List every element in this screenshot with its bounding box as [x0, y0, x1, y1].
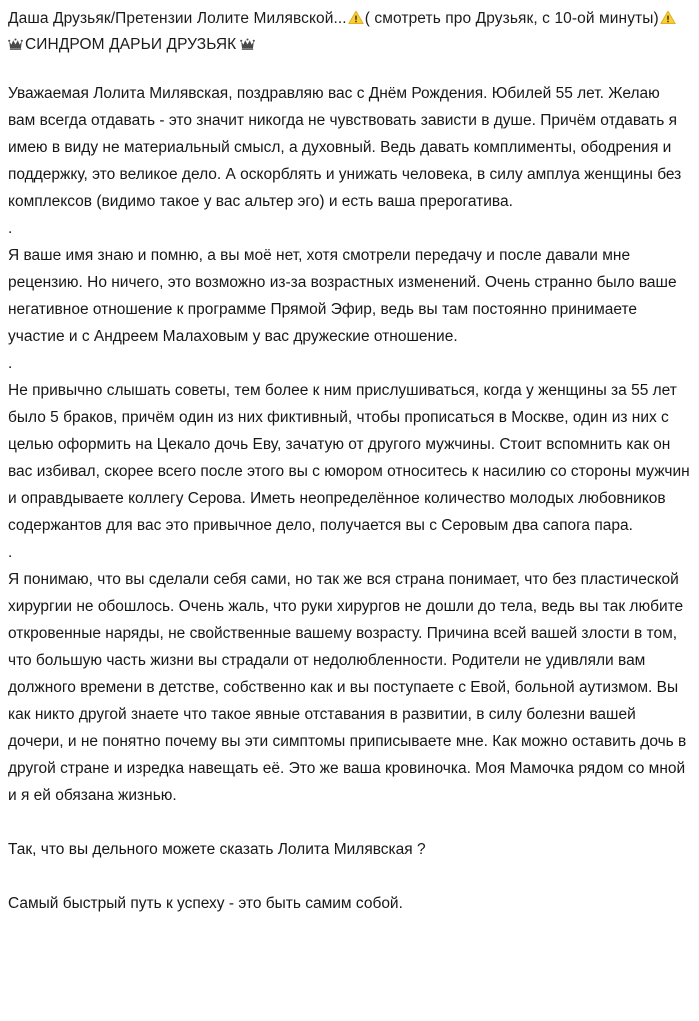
- post-paragraph: Уважаемая Лолита Милявская, поздравляю вас с Днём Рождения. Юбилей 55 лет. Желаю вам всегда отдавать - это значит никогда не чувствовать зависти в душе. Причём отдавать я имею в виду не материальный смысл, а духовный. Ведь давать комплименты, ободрения и поддержку, это великое дело. А оскорблять и унижать человека, в силу амплуа женщины без комплексов (видимо такое у вас альтер эго) и есть ваша прерогатива.: [8, 85, 682, 210]
- paragraph-separator-dot: .: [8, 355, 13, 372]
- post-paragraph: Я ваше имя знаю и помню, а вы моё нет, хотя смотрели передачу и после давали мне рецензию. Но ничего, это возможно из-за возрастных изменений. Очень странно было ваше негативное отношение к программе Прямой Эфир, ведь вы там постоянно принимаете участие и с Андреем Малаховым у вас дружеские отношение.: [8, 247, 677, 345]
- post-header-note: ( смотреть про Друзьяк, с 10-ой минуты): [364, 10, 659, 27]
- post-header: [0, 0, 699, 58]
- post-paragraph: Я понимаю, что вы сделали себя сами, но так же вся страна понимает, что без пластической хирургии не обошлось. Очень жаль, что руки хирургов не дошли до тела, ведь вы так любите откровенные наряды, не свойственные вашему возрасту. Причина всей вашей злости в том, что большую часть жизни вы страдали от недолюбленности. Родители не удивляли вам должного времени в детстве, собственно как и вы поступаете с Евой, больной аутизмом. Вы как никто другой знаете что такое явные отставания в развитии, в силу болезни вашей дочери, и не понятно почему вы эти симптомы приписываете мне. Как можно оставить дочь в другой стране и изредка навещать её. Это же ваша кровиночка. Моя Мамочка рядом со мной и я ей обязана жизнью.: [8, 571, 687, 804]
- post-body: [0, 80, 699, 927]
- paragraph-separator-dot: .: [8, 544, 13, 561]
- paragraph-separator-dot: .: [8, 220, 13, 237]
- crown-icon: [8, 37, 23, 51]
- crown-icon: [240, 37, 255, 51]
- post-closing-question: Так, что вы дельного можете сказать Лолита Милявская ?: [8, 841, 426, 858]
- post-header-syndrome-line: [8, 32, 691, 58]
- post-header-title-line: [8, 6, 691, 32]
- post-header-syndrome-text: СИНДРОМ ДАРЬИ ДРУЗЬЯК: [25, 36, 237, 53]
- post-closing-quote: Самый быстрый путь к успеху - это быть самим собой.: [8, 895, 403, 912]
- header-body-spacer: [0, 58, 699, 80]
- warning-triangle-icon: [348, 10, 364, 25]
- post-header-subject: Даша Друзьяк/Претензии Лолите Милявской...: [8, 10, 347, 27]
- post-paragraph: Не привычно слышать советы, тем более к ним прислушиваться, когда у женщины за 55 лет было 5 браков, причём один из них фиктивный, чтобы прописаться в Москве, один из них с целью оформить на Цекало дочь Еву, зачатую от другого мужчины. Стоит вспомнить как он вас избивал, скорее всего после этого вы с юмором относитесь к насилию со стороны мужчин и оправдываете коллегу Серова. Иметь неопределённое количество молодых любовников содержантов для вас это привычное дело, получается вы с Серовым два сапога пара.: [8, 382, 690, 534]
- paragraph-spacer: [8, 809, 691, 836]
- warning-triangle-icon: [660, 10, 676, 25]
- paragraph-spacer: [8, 863, 691, 890]
